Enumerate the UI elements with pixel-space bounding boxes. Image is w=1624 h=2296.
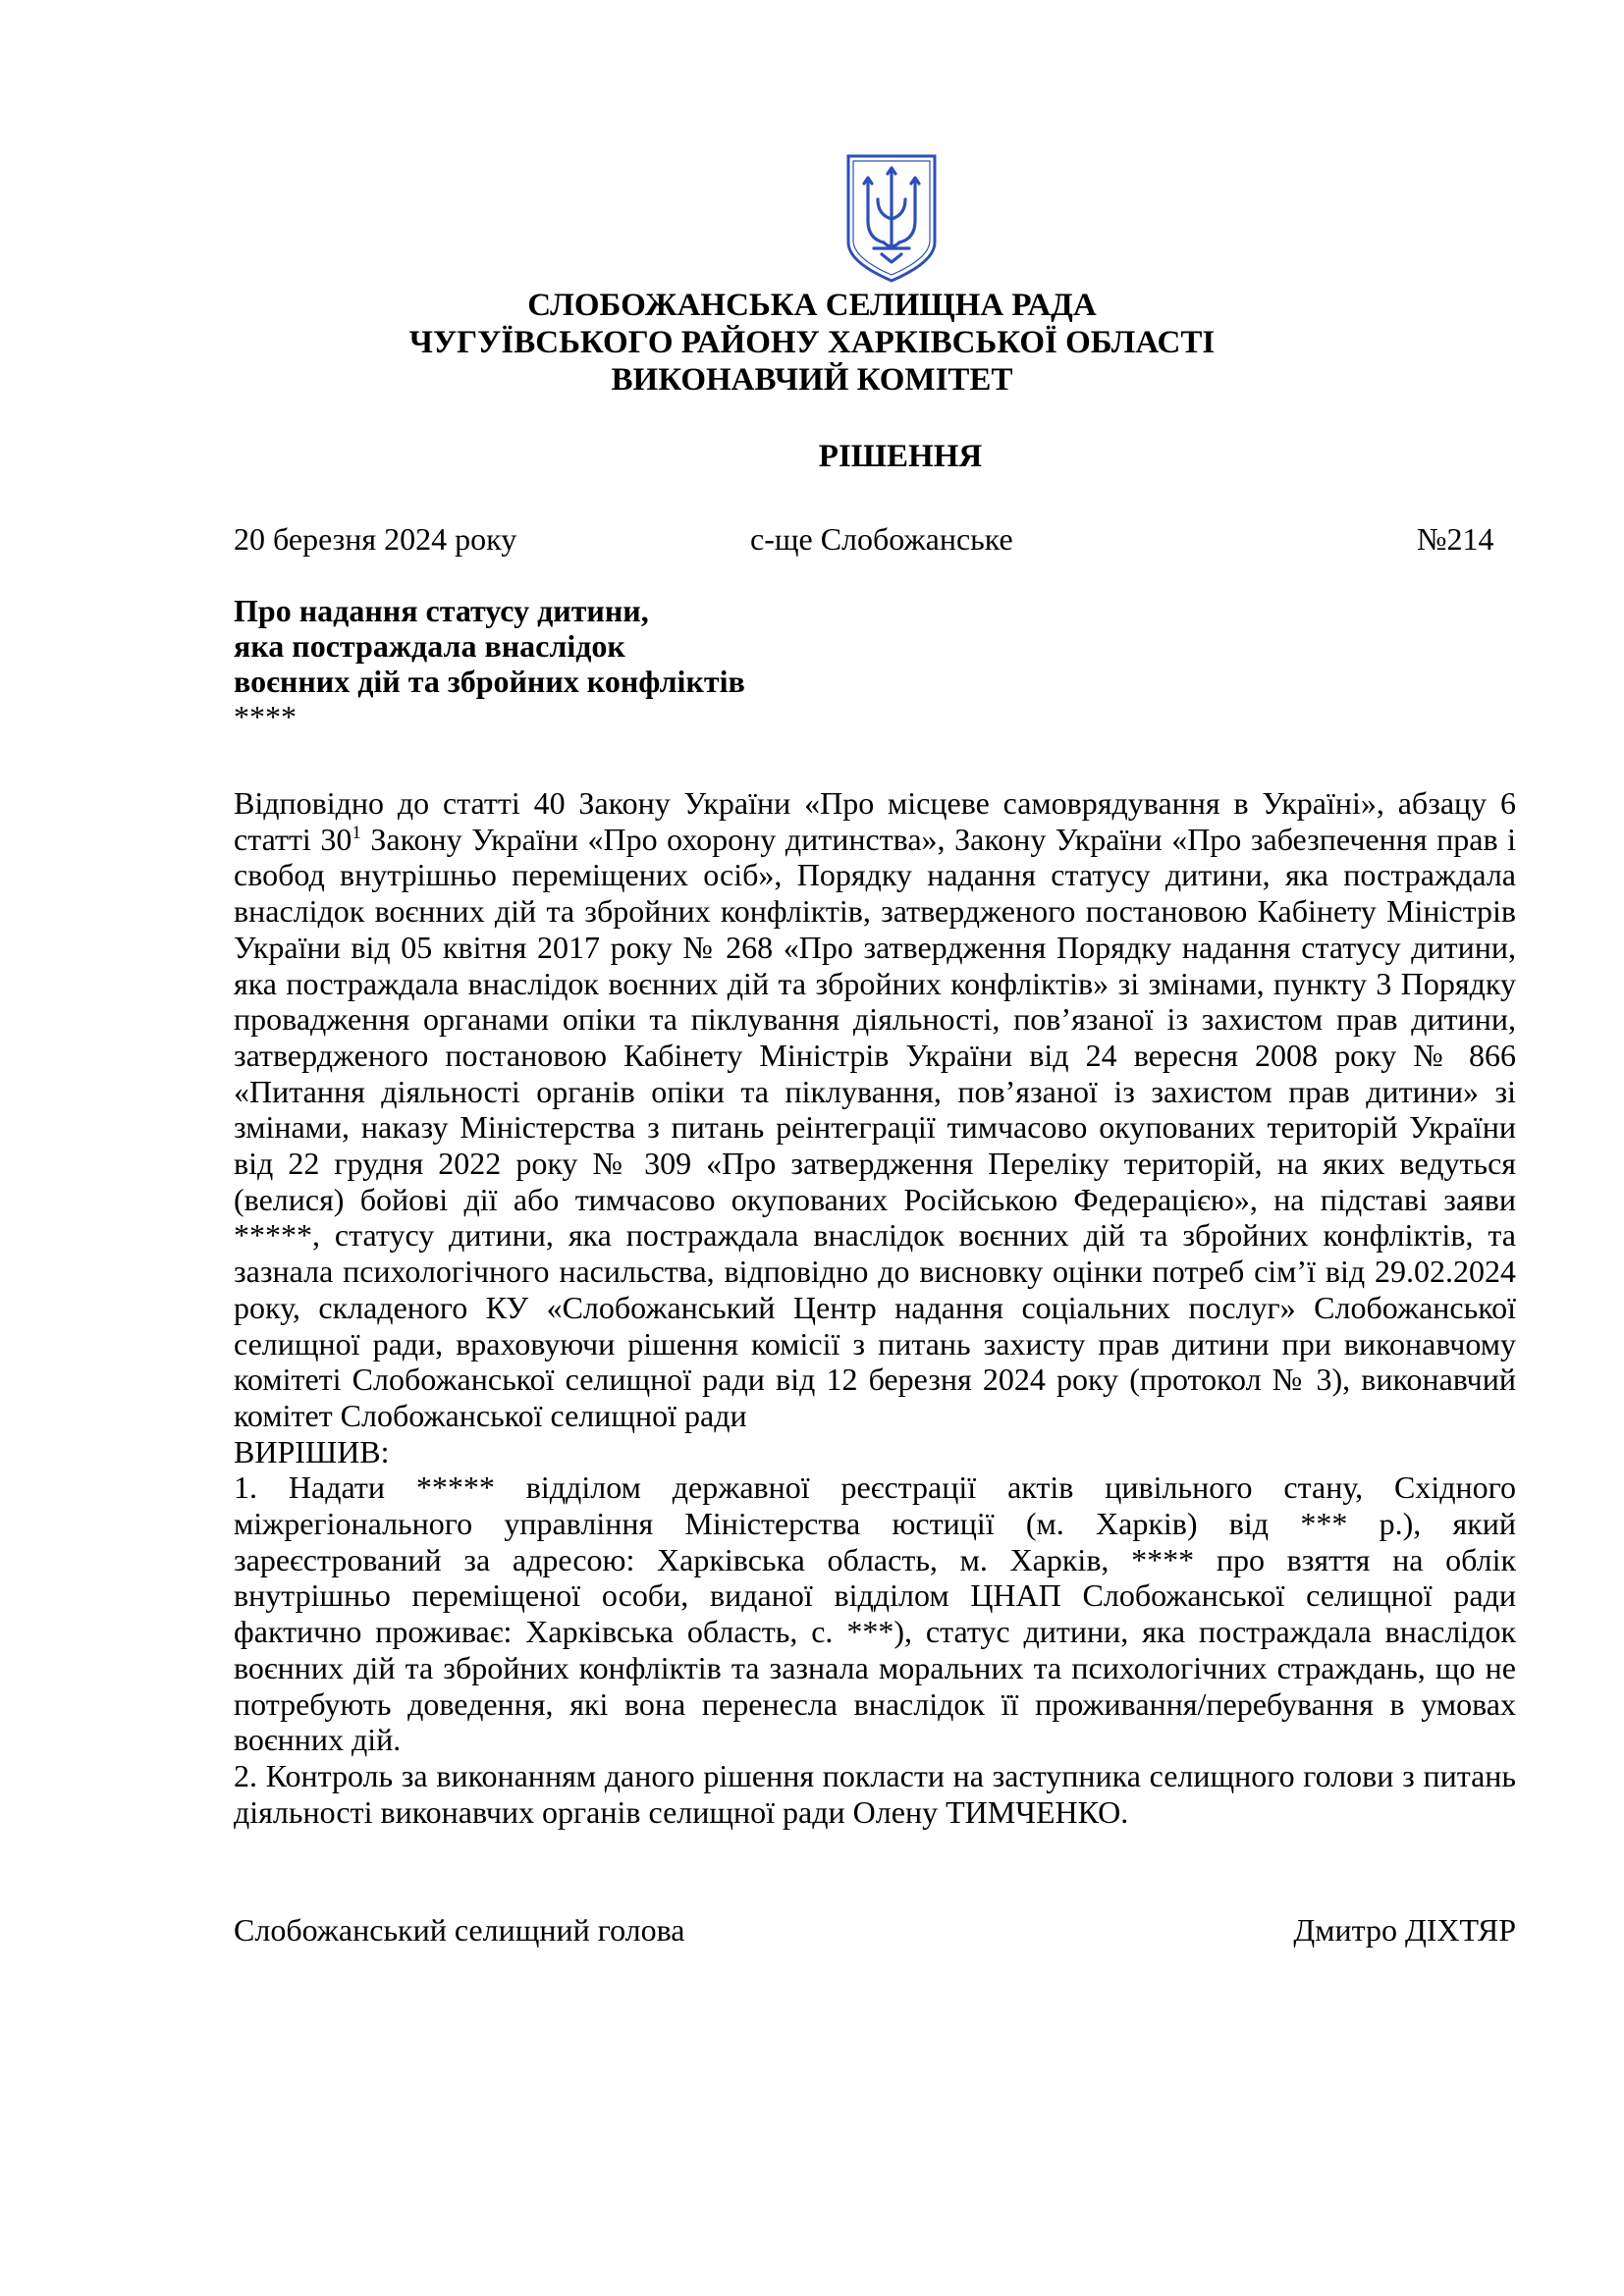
preamble-paragraph — [234, 785, 1516, 1434]
header-line-district: ЧУГУЇВСЬКОГО РАЙОНУ ХАРКІВСЬКОЇ ОБЛАСТІ — [408, 325, 1216, 360]
decision-place: с-ще Слобожанське — [750, 521, 1013, 557]
decision-item-2: 2. Контроль за виконанням даного рішення покласти на заступника селищного голови з питань діяльності виконавчих органів селищної ради Олену ТИМЧЕНКО. — [234, 1757, 1516, 1830]
signatory-title: Слобожанський селищний голова — [234, 1912, 685, 1948]
council-header — [0, 287, 1624, 399]
ukraine-coat-of-arms-icon — [844, 152, 939, 285]
subject-line: воєнних дій та збройних конфліктів — [234, 664, 745, 699]
document-type-title: РІШЕННЯ — [818, 439, 983, 474]
decision-subject — [234, 593, 745, 734]
signatory-name: Дмитро ДІХТЯР — [1293, 1912, 1516, 1948]
header-line-committee: ВИКОНАВЧИЙ КОМІТЕТ — [611, 362, 1013, 398]
header-line-council: СЛОБОЖАНСЬКА СЕЛИЩНА РАДА — [527, 288, 1097, 323]
decision-item-1: 1. Надати ***** відділом державної реєстрації актів цивільного стану, Східного міжрегіонального управління Міністерства юстиції (м. Харків) від *** р.), який зареєстрований за адресою: Харківська область, м. Харків, **** про взяття на облік внутрішньо переміщеної особи, виданої відділом ЦНАП Слобожанської селищної ради фактично проживає: Харківська область, с. ***), статус дитини, яка постраждала внаслідок воєнних дій та збройних конфліктів та зазнала моральних та психологічних страждань, що не потребують доведення, які вона перенесла внаслідок її проживання/перебування в умовах воєнних дій. — [234, 1469, 1516, 1758]
preamble-superscript: 1 — [352, 822, 361, 843]
decision-body — [234, 785, 1516, 1830]
decision-date: 20 березня 2024 року — [234, 521, 517, 557]
subject-line: Про надання статусу дитини, — [234, 593, 649, 628]
decision-number: №214 — [1417, 521, 1494, 557]
preamble-text-part2: Закону України «Про охорону дитинства», Закону України «Про забезпечення прав і свобод внутрішньо переміщених осіб», Порядку надання статусу дитини, яка постраждала внаслідок воєнних дій та збройних конфліктів, затвердженого постановою Кабінету Міністрів України від 05 квітня 2017 року № 268 «Про затвердження Порядку надання статусу дитини, яка постраждала внаслідок воєнних дій та збройних конфліктів» зі змінами, пункту 3 Порядку провадження органами опіки та піклування діяльності, пов’язаної із захистом прав дитини, затвердженого постановою Кабінету Міністрів України від 24 вересня 2008 року № 866 «Питання діяльності органів опіки та піклування, пов’язаної із захистом прав дитини» зі змінами, наказу Міністерства з питань реінтеграції тимчасово окупованих територій України від 22 грудня 2022 року № 309 «Про затвердження Переліку територій, на яких ведуться (велися) бойові дії або тимчасово окупованих Російською Федерацією», на підставі заяви *****, статусу дитини, яка постраждала внаслідок воєнних дій та збройних конфліктів, та зазнала психологічного насильства, відповідно до висновку оцінки потреб сім’ї від 29.02.2024 року, складеного КУ «Слобожанський Центр надання соціальних послуг» Слобожанської селищної ради, враховуючи рішення комісії з питань захисту прав дитини при виконавчому комітеті Слобожанської селищної ради від 12 березня 2024 року (протокол № 3), виконавчий комітет Слобожанської селищної ради — [234, 821, 1517, 1433]
subject-line: яка постраждала внаслідок — [234, 628, 625, 664]
decided-heading: ВИРІШИВ: — [234, 1433, 390, 1469]
preamble-text-part1: Відповідно до статті 40 Закону України «Про місцеве самоврядування в Україні», абзацу 6 статті 30 — [234, 785, 1516, 857]
subject-redacted: **** — [234, 699, 297, 734]
